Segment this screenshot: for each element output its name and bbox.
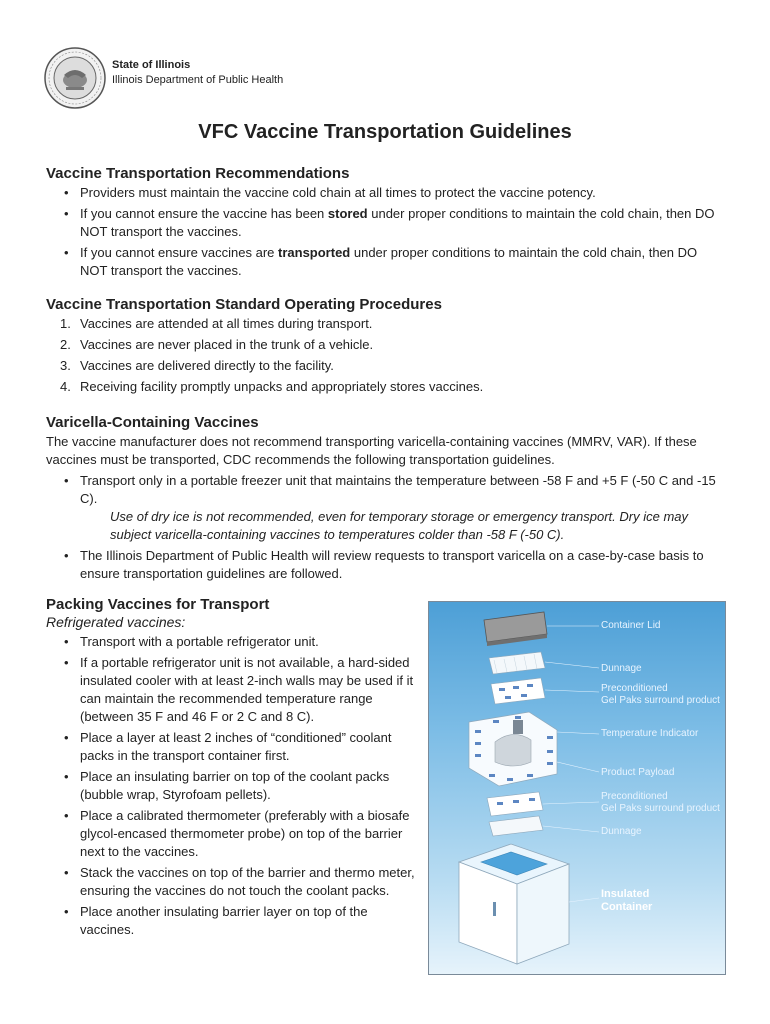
varicella-heading: Varicella-Containing Vaccines (46, 414, 259, 431)
label-product-payload: Product Payload (601, 767, 675, 778)
recommendations-heading: Vaccine Transportation Recommendations (46, 165, 350, 182)
list-item: • Transport with a portable refrigerator unit. (46, 633, 416, 651)
label-gel-bottom-2: Gel Paks surround product (601, 803, 720, 814)
list-item: • Stack the vaccines on top of the barrier and thermo meter, ensuring the vaccines do not touch the coolant packs. (46, 864, 416, 900)
list-item: 4. Receiving facility promptly unpacks and appropriately stores vaccines. (60, 379, 484, 394)
list-item: • If a portable refrigerator unit is not available, a hard-sided insulated cooler with at least 2-inch walls may be used if it can maintain the recommended temperature range (between 35 F and 46 F or 2 C and 8 C). (46, 654, 416, 726)
packing-subheading: Refrigerated vaccines: (46, 614, 186, 630)
packing-heading: Packing Vaccines for Transport (46, 596, 270, 613)
list-item: • The Illinois Department of Public Health will review requests to transport varicella on a case-by-case basis to ensure transportation guidelines are followed. (46, 547, 726, 583)
list-item: • If you cannot ensure the vaccine has been stored under proper conditions to maintain the cold chain, then DO NOT transport the vaccines. (46, 205, 726, 241)
varicella-list (46, 472, 726, 586)
label-gel-top-1: Preconditioned (601, 683, 668, 694)
sop-list (46, 315, 726, 399)
list-item: • Providers must maintain the vaccine cold chain at all times to protect the vaccine potency. (46, 184, 726, 202)
state-name: State of Illinois (112, 59, 191, 71)
label-gel-top-2: Gel Paks surround product (601, 695, 720, 706)
label-gel-bottom-1: Preconditioned (601, 791, 668, 802)
department-name: Illinois Department of Public Health (112, 74, 284, 86)
page-title: VFC Vaccine Transportation Guidelines (198, 121, 572, 143)
label-temperature-indicator: Temperature Indicator (601, 728, 699, 739)
list-item: 2. Vaccines are never placed in the trunk of a vehicle. (60, 337, 374, 352)
packing-diagram (428, 601, 726, 975)
varicella-intro: The vaccine manufacturer does not recommend transporting varicella-containing vaccines (MMRV, VAR). If these vaccines must be transported, CDC recommends the following transportation guidelines. (46, 434, 697, 467)
packing-diagram-illustration (429, 602, 725, 974)
list-item: • Place a layer at least 2 inches of “conditioned” coolant packs in the transport container first. (46, 729, 416, 765)
list-item: • Transport only in a portable freezer unit that maintains the temperature between -58 F and +5 F (-50 C and -15 C). Use of dry ice is not recommended, even for temporary storage or emergency transport. Dry ice may subject varicella-containing vaccines to temperatures colder than -58 F (-50 C). (46, 472, 726, 544)
list-item: • Place an insulating barrier on top of the coolant packs (bubble wrap, Styrofoam pellets). (46, 768, 416, 804)
label-dunnage-top: Dunnage (601, 663, 642, 674)
label-container-lid: Container Lid (601, 620, 661, 631)
label-container: Container (601, 901, 653, 913)
sop-heading: Vaccine Transportation Standard Operating Procedures (46, 296, 442, 313)
list-item: • If you cannot ensure vaccines are transported under proper conditions to maintain the cold chain, then DO NOT transport the vaccines. (46, 244, 726, 280)
recommendations-list (46, 184, 726, 283)
state-seal-logo (44, 47, 106, 109)
agency-block (112, 58, 283, 88)
label-dunnage-bottom: Dunnage (601, 826, 642, 837)
dry-ice-note: Use of dry ice is not recommended, even for temporary storage or emergency transport. Dry ice may subject varicella-containing vaccines to temperatures colder than -58 F (-50 C). (110, 509, 689, 542)
label-insulated: Insulated (601, 888, 650, 900)
list-item: 1. Vaccines are attended at all times during transport. (60, 316, 373, 331)
list-item: • Place another insulating barrier layer on top of the vaccines. (46, 903, 416, 939)
packing-list (46, 633, 416, 942)
list-item: • Place a calibrated thermometer (preferably with a biosafe glycol-encased thermometer probe) on top of the barrier next to the vaccines. (46, 807, 416, 861)
list-item: 3. Vaccines are delivered directly to the facility. (60, 358, 334, 373)
